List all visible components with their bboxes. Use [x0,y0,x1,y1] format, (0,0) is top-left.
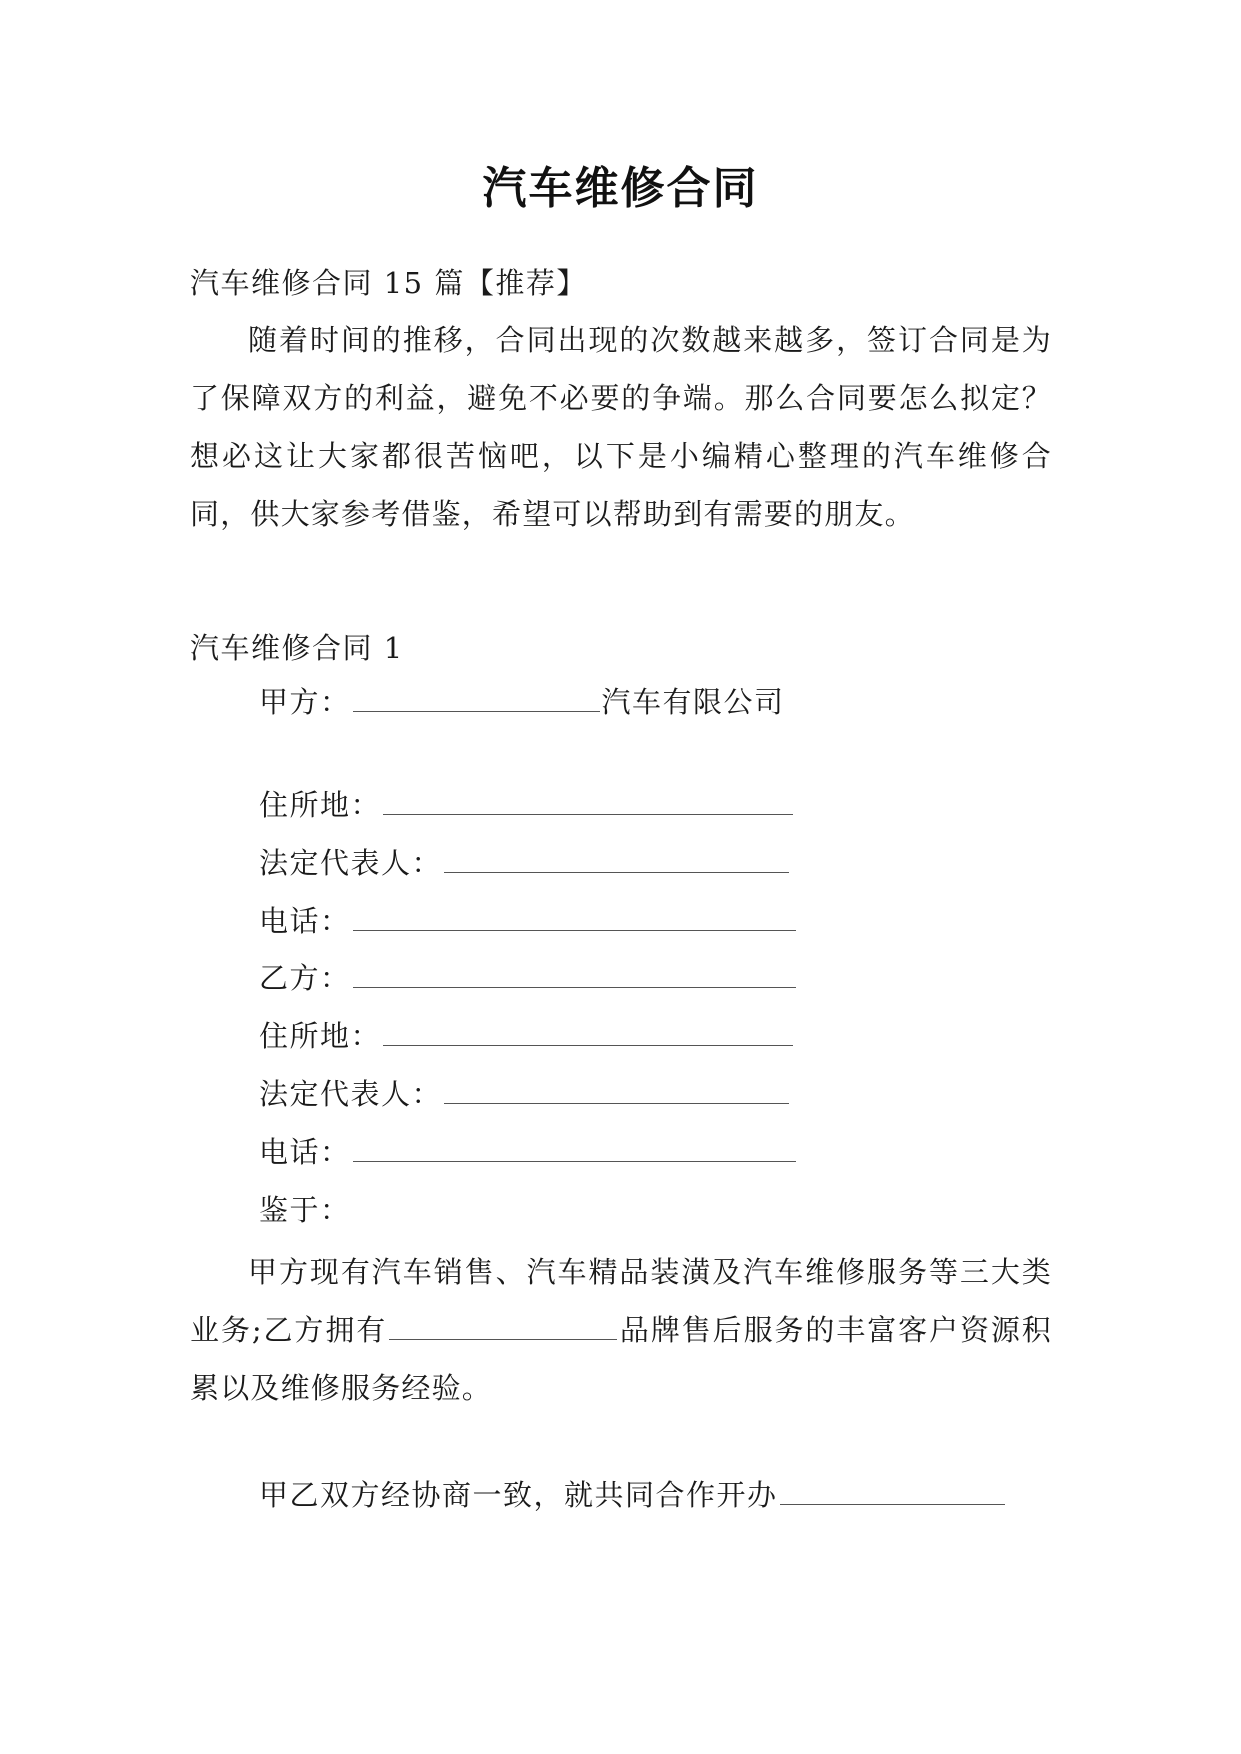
document-subtitle: 汽车维修合同 15 篇【推荐】 [190,266,587,300]
party-b-address-line [259,1016,795,1056]
party-b-address-blank[interactable] [383,1019,793,1046]
party-b-line [259,958,798,998]
party-a-blank[interactable] [353,685,600,712]
address-label: 住所地： [259,1019,382,1053]
party-b-phone-line [259,1132,798,1172]
section-heading: 汽车维修合同 1 [190,631,404,665]
intro-paragraph: 随着时间的推移，合同出现的次数越来越多，签订合同是为了保障双方的利益，避免不必要的争端。那么合同要怎么拟定？想必这让大家都很苦恼吧，以下是小编精心整理的汽车维修合同，供大家参考借鉴，希望可以帮助到有需要的朋友。 [190,323,1052,531]
address-label: 住所地： [259,788,382,822]
brand-blank[interactable] [389,1313,617,1340]
party-a-phone-line [259,901,798,941]
party-b-phone-blank[interactable] [353,1135,796,1162]
legal-rep-label: 法定代表人： [259,846,443,880]
party-a-legal-rep-blank[interactable] [444,846,789,873]
party-a-label: 甲方： [259,685,351,719]
clause-1-paragraph [190,1243,1052,1417]
party-b-legal-rep-blank[interactable] [444,1077,789,1104]
document-title: 汽车维修合同 [482,163,759,214]
party-a-line [259,682,785,722]
clause-1-part2: 品牌售后服务的丰富客户资源积累以及维修服务经验。 [190,1313,1052,1405]
party-b-label: 乙方： [259,961,351,995]
joint-venture-blank[interactable] [780,1478,1005,1505]
legal-rep-label: 法定代表人： [259,1077,443,1111]
clause-2-text: 甲乙双方经协商一致，就共同合作开办 [259,1478,778,1512]
party-b-blank[interactable] [353,961,796,988]
party-a-address-line [259,785,795,825]
clause-2-line [259,1475,1007,1515]
party-a-phone-blank[interactable] [353,904,796,931]
party-a-suffix: 汽车有限公司 [601,685,785,719]
phone-label: 电话： [259,904,351,938]
party-b-legal-rep-line [259,1074,791,1114]
party-a-legal-rep-line [259,843,791,883]
whereas-label: 鉴于： [259,1193,351,1227]
party-a-address-blank[interactable] [383,788,793,815]
phone-label: 电话： [259,1135,351,1169]
clause-1-part1: 甲方现有汽车销售、汽车精品装潢及汽车维修服务等三大类业务;乙方拥有 [190,1255,1052,1347]
